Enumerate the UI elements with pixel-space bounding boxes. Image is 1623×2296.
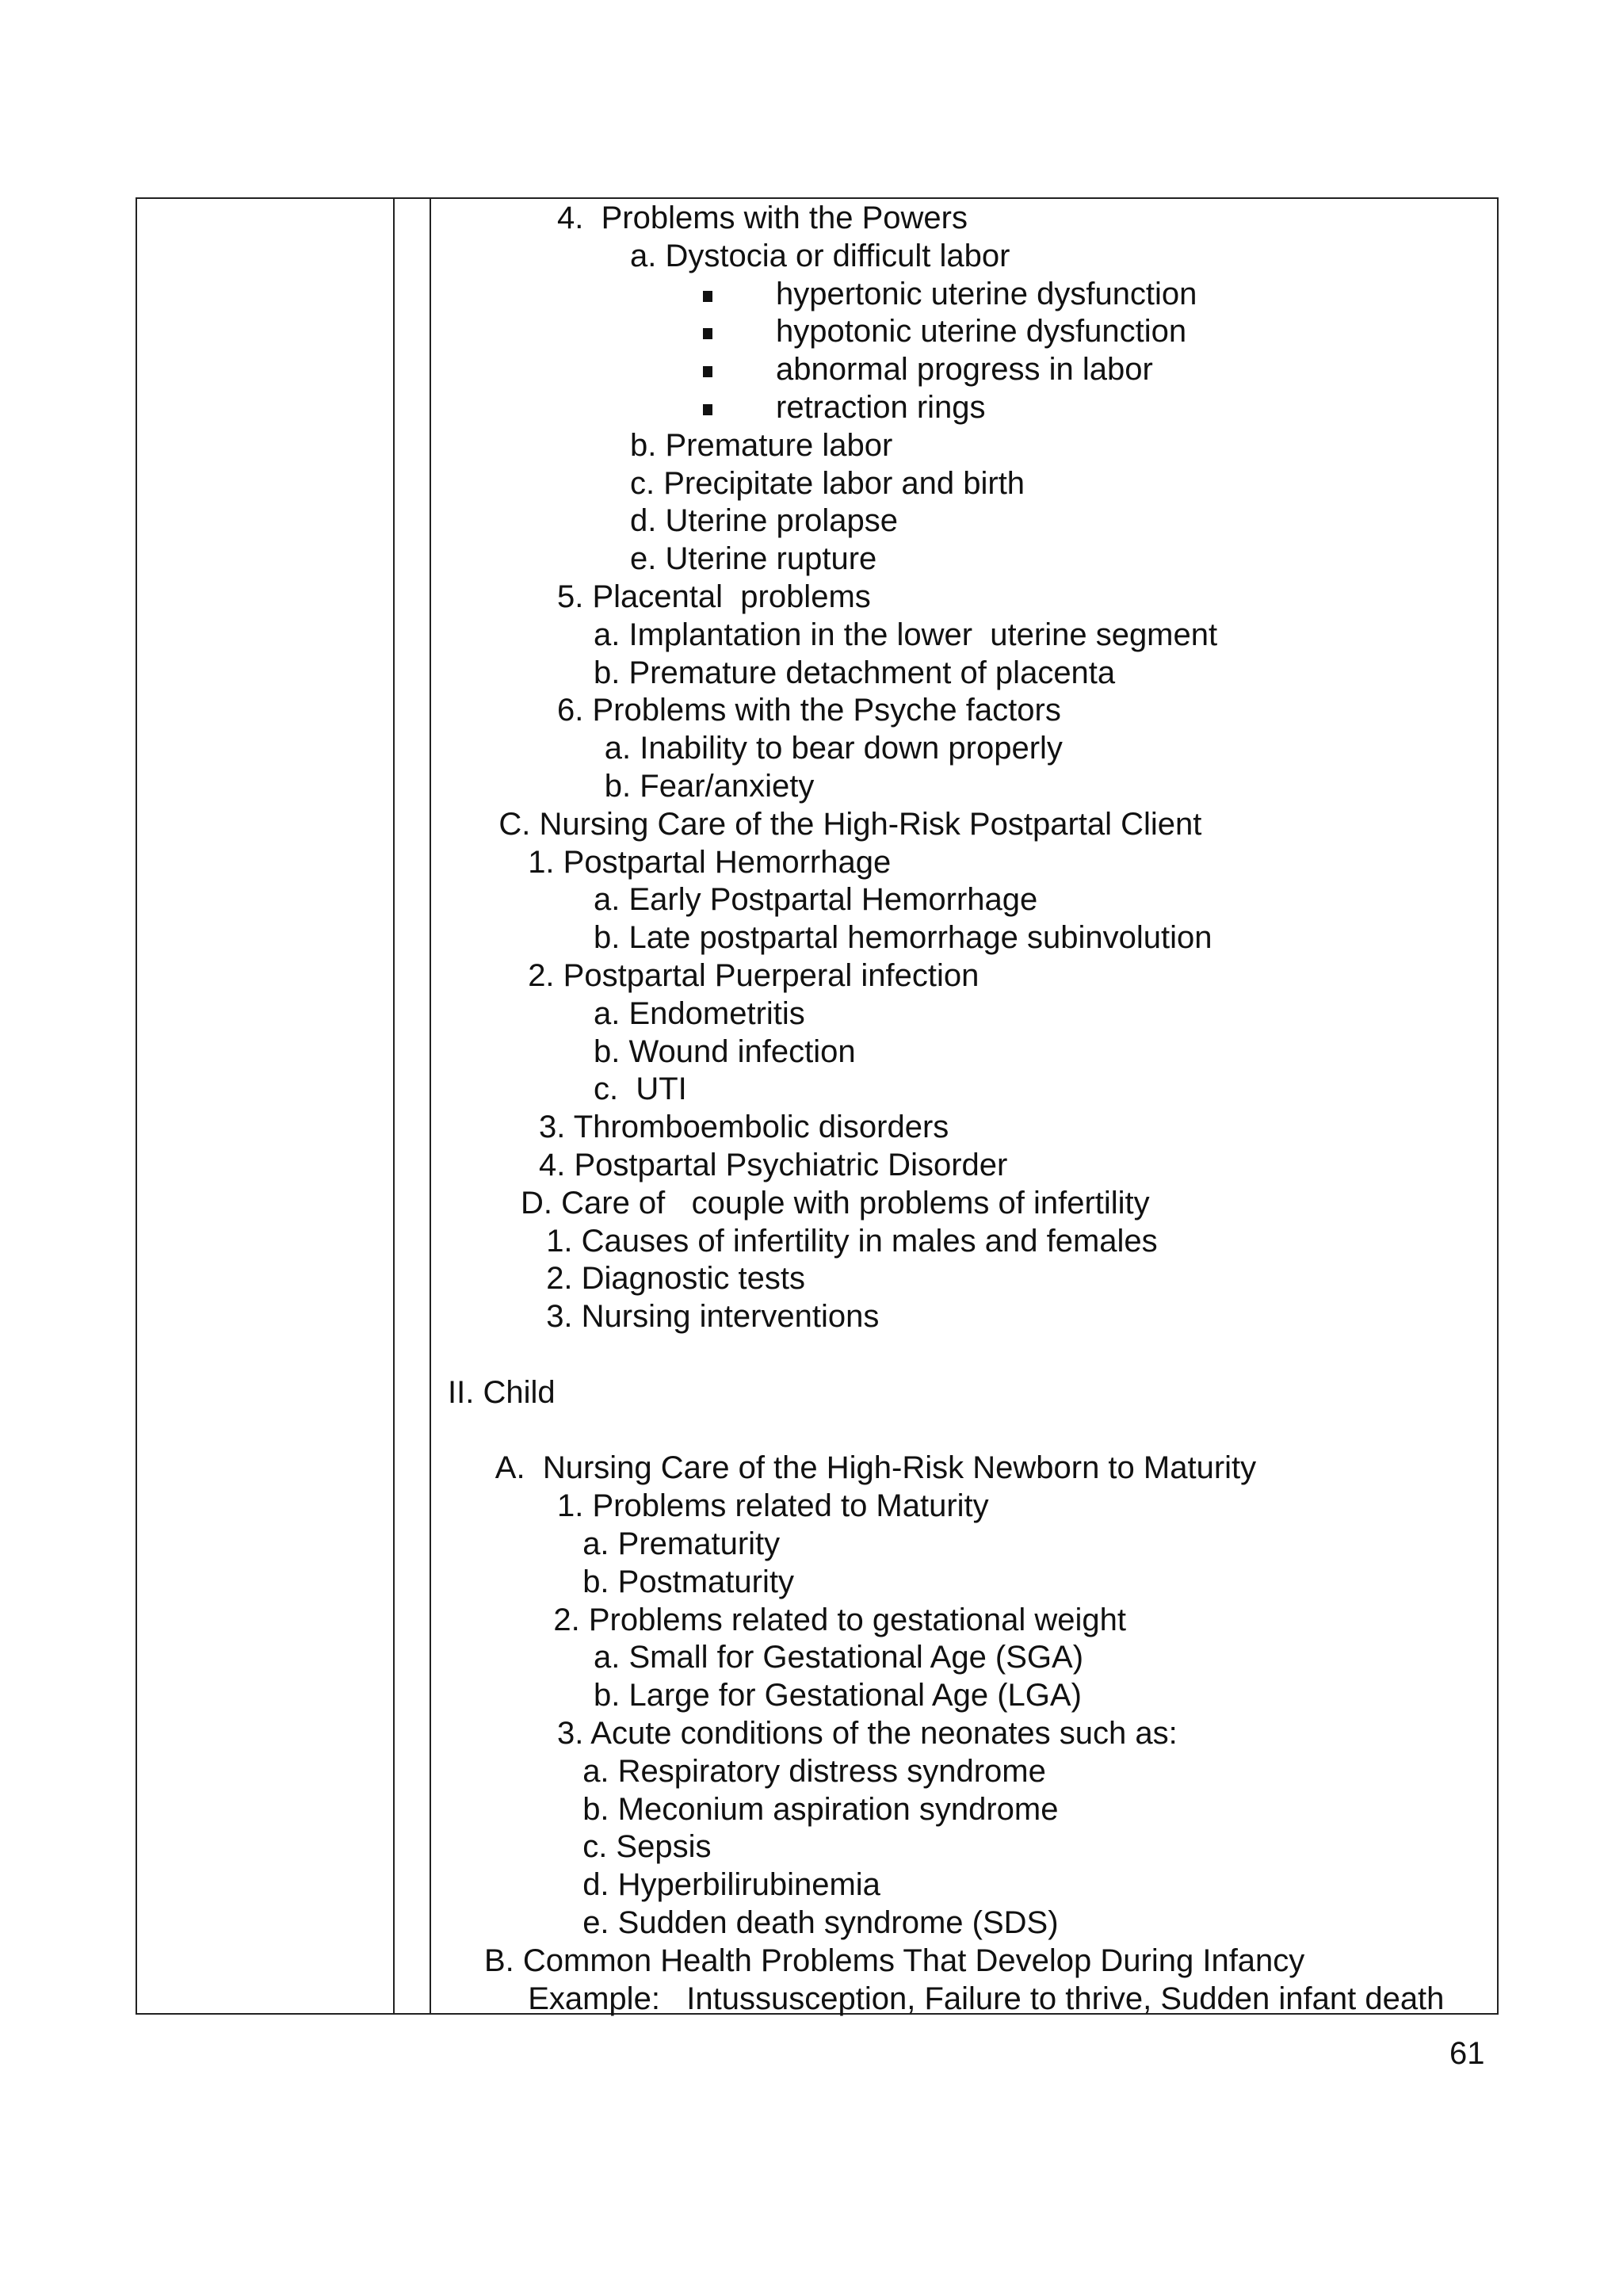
outline-line: 1. Postpartal Hemorrhage xyxy=(528,844,892,880)
outline-line: a. Dystocia or difficult labor xyxy=(630,238,1010,273)
outline-line: 3. Thromboembolic disorders xyxy=(539,1110,949,1145)
bullet-marker xyxy=(703,328,712,339)
outline-line: 3. Nursing interventions xyxy=(546,1299,880,1335)
outline-line: b. Large for Gestational Age (LGA) xyxy=(594,1678,1082,1713)
outline-line: 3. Acute conditions of the neonates such as: xyxy=(557,1716,1178,1751)
outline-line: c. UTI xyxy=(594,1072,687,1107)
outline-line: D. Care of couple with problems of infertility xyxy=(521,1185,1150,1221)
outline-line: 2. Problems related to gestational weight xyxy=(553,1602,1127,1637)
outline-line: Example: Intussusception, Failure to thrive, Sudden infant death xyxy=(528,1981,1445,2016)
bullet-item: hypertonic uterine dysfunction xyxy=(776,276,1197,311)
page-number: 61 xyxy=(1449,2036,1485,2071)
outline-line: 6. Problems with the Psyche factors xyxy=(557,693,1061,728)
bullet-marker xyxy=(703,291,712,302)
outline-content-cell xyxy=(137,199,1497,2016)
outline-line: b. Meconium aspiration syndrome xyxy=(582,1791,1059,1827)
bullet-marker xyxy=(703,366,712,377)
bullet-item: abnormal progress in labor xyxy=(776,352,1153,388)
outline-line: a. Prematurity xyxy=(582,1526,781,1561)
outline-line: c. Precipitate labor and birth xyxy=(630,465,1025,501)
outline-line: d. Uterine prolapse xyxy=(630,503,898,539)
outline-line: a. Inability to bear down properly xyxy=(604,731,1063,766)
outline-line: a. Respiratory distress syndrome xyxy=(582,1753,1046,1789)
outline-line: a. Implantation in the lower uterine segment xyxy=(594,617,1218,652)
outline-line: a. Endometritis xyxy=(594,995,805,1031)
outline-line: e. Uterine rupture xyxy=(630,541,877,577)
outline-line: II. Child xyxy=(448,1374,556,1410)
outline-line: b. Premature detachment of placenta xyxy=(594,655,1116,690)
outline-line: 1. Problems related to Maturity xyxy=(557,1488,989,1524)
outline-line: b. Late postpartal hemorrhage subinvolution xyxy=(594,920,1212,956)
outline-line: d. Hyperbilirubinemia xyxy=(582,1867,880,1903)
outline-line: 2. Diagnostic tests xyxy=(546,1261,806,1297)
outline-line: 4. Postpartal Psychiatric Disorder xyxy=(539,1148,1008,1182)
bullet-item: retraction rings xyxy=(776,390,986,425)
outline-line: 2. Postpartal Puerperal infection xyxy=(528,958,980,993)
outline-line: B. Common Health Problems That Develop During Infancy xyxy=(484,1943,1305,1978)
outline-line: b. Premature labor xyxy=(630,427,893,463)
outline-line: b. Wound infection xyxy=(594,1033,856,1069)
outline-line: b. Fear/anxiety xyxy=(604,769,815,804)
outline-line: a. Early Postpartal Hemorrhage xyxy=(594,882,1038,918)
outline-line: 5. Placental problems xyxy=(557,579,871,614)
outline-line: A. Nursing Care of the High-Risk Newborn to Maturity xyxy=(495,1450,1257,1486)
outline-line: C. Nursing Care of the High-Risk Postpartal Client xyxy=(498,806,1202,842)
outline-line: b. Postmaturity xyxy=(582,1564,794,1599)
outline-line: 4. Problems with the Powers xyxy=(557,201,968,235)
outline-line: c. Sepsis xyxy=(582,1829,712,1865)
outline-line: a. Small for Gestational Age (SGA) xyxy=(594,1640,1084,1675)
content-table xyxy=(136,197,1499,2015)
bullet-item: hypotonic uterine dysfunction xyxy=(776,314,1187,350)
bullet-marker xyxy=(703,404,712,415)
outline-line: 1. Causes of infertility in males and females xyxy=(546,1223,1158,1259)
outline-line: e. Sudden death syndrome (SDS) xyxy=(582,1905,1059,1940)
